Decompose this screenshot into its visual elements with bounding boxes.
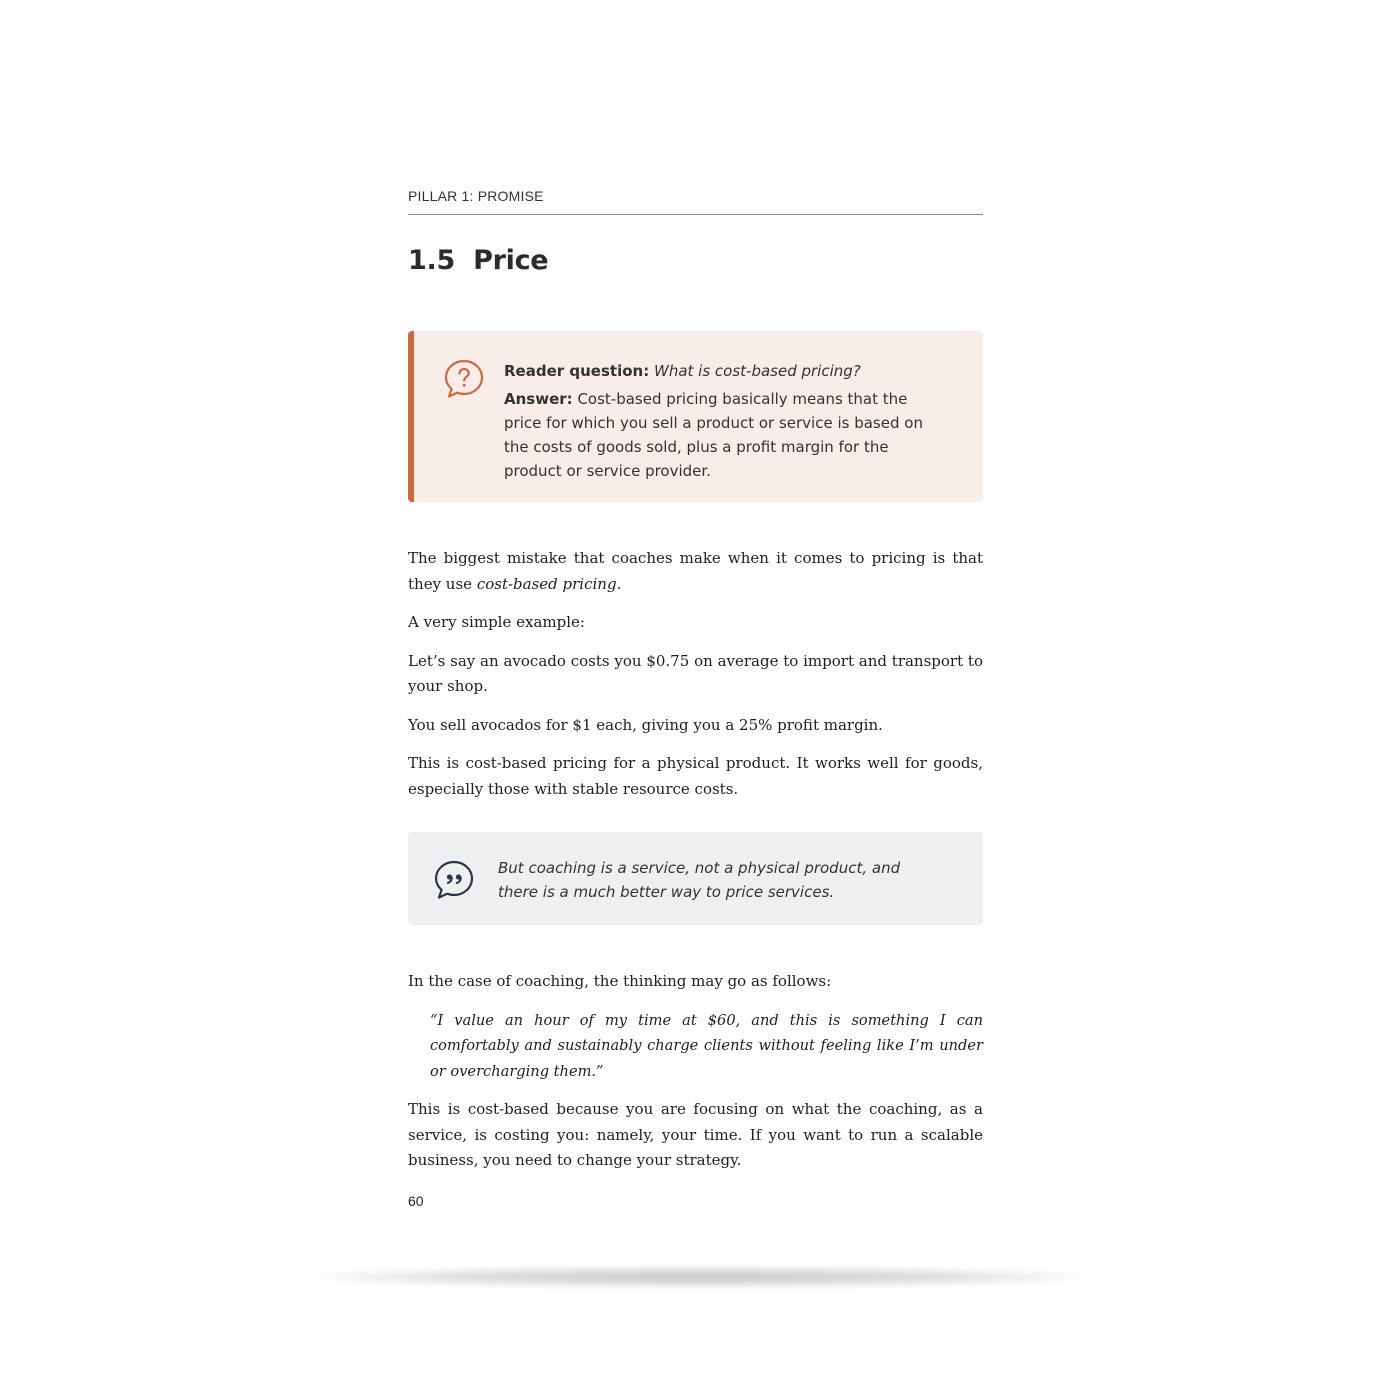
paragraph-4: You sell avocados for $1 each, giving you a 25% profit margin. [408, 715, 883, 734]
paragraph-1-italic: cost-based pricing [476, 574, 617, 593]
section-title: 1.5 Price [408, 245, 549, 276]
answer-label: Answer: [504, 390, 573, 408]
quote-bubble-icon [432, 858, 476, 902]
page-number: 60 [408, 1193, 424, 1209]
paragraph-7: This is cost-based because you are focusing on what the coaching, as a service, is costing you: namely, your time. If you want to run a scalable business, you need to change your strategy. [408, 1100, 983, 1169]
question-bubble-icon [442, 357, 486, 401]
page-shadow [300, 1266, 1100, 1288]
question-label: Reader question: [504, 362, 650, 380]
paragraph-1 [408, 546, 983, 597]
paragraph-5: This is cost-based pricing for a physical product. It works well for goods, especially those with stable resource costs. [408, 754, 983, 798]
paragraph-3: Let’s say an avocado costs you $0.75 on average to import and transport to your shop. [408, 651, 983, 695]
answer-row [504, 387, 943, 483]
question-text: What is cost-based pricing? [653, 362, 861, 380]
block-quote: “I value an hour of my time at $60, and this is something I can comfortably and sustainably charge clients without feeling like I’m under or overcharging them.” [430, 1011, 983, 1080]
running-header: PILLAR 1: PROMISE [408, 188, 983, 215]
paragraph-2: A very simple example: [408, 613, 585, 631]
answer-text: Cost-based pricing basically means that the price for which you sell a product or service is based on the costs of goods sold, plus a profit margin for the product or service provider. [504, 390, 923, 480]
reader-question-text [504, 357, 943, 502]
quote-callout [408, 832, 983, 925]
reader-question-callout [408, 331, 983, 502]
question-row [504, 359, 943, 383]
paragraph-1-end: . [616, 574, 622, 593]
paragraph-1-text: The biggest mistake that coaches make when it comes to pricing is that they use [408, 549, 983, 593]
quote-callout-text: But coaching is a service, not a physical product, and there is a much better way to price services. [498, 859, 901, 901]
page-content [408, 180, 983, 1174]
paragraph-6: In the case of coaching, the thinking may go as follows: [408, 972, 832, 990]
